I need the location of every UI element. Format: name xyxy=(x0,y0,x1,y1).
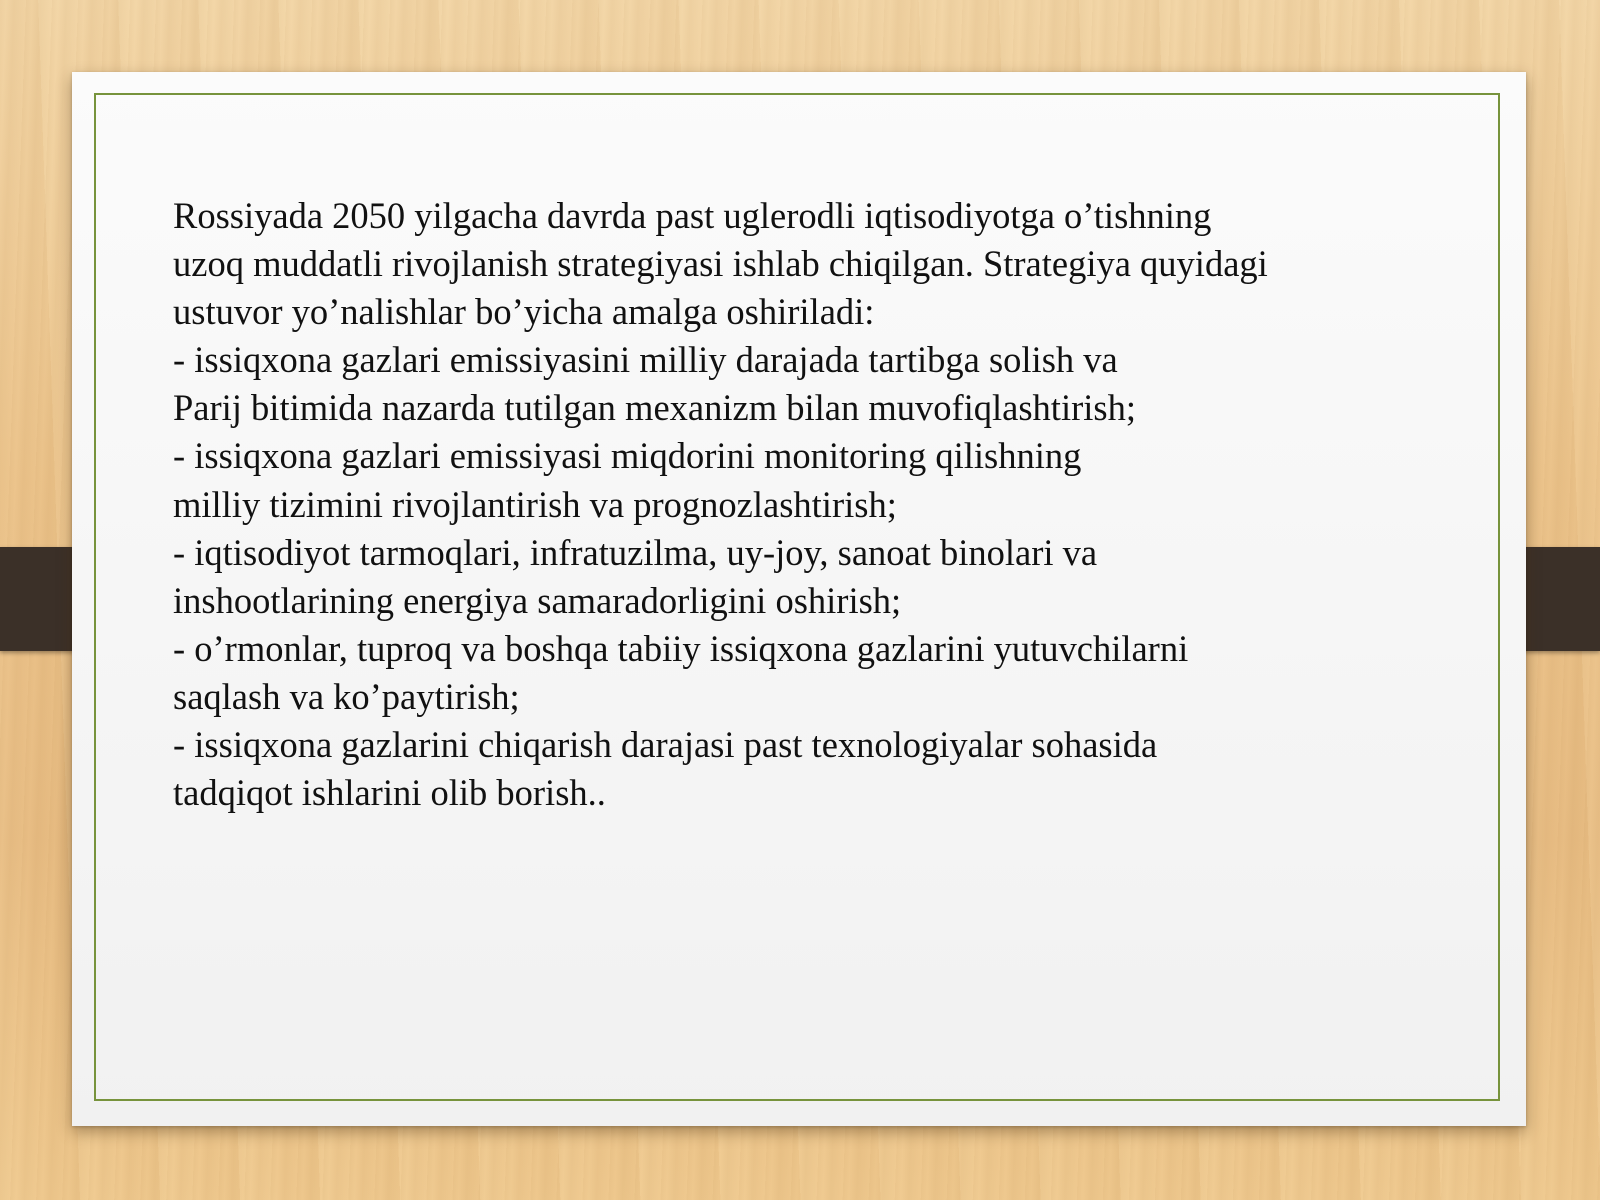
bullet-line: - issiqxona gazlari emissiyasini milliy darajada tartibga solish va xyxy=(173,339,1118,381)
text-line: tadqiqot ishlarini olib borish.. xyxy=(173,772,606,814)
slide-body-text xyxy=(173,192,1453,817)
text-line: saqlash va ko’paytirish; xyxy=(173,675,520,717)
bullet-line: - iqtisodiyot tarmoqlari, infratuzilma, uy-joy, sanoat binolari va xyxy=(173,531,1098,573)
slide-card xyxy=(72,72,1526,1126)
text-line: Rossiyada 2050 yilgacha davrda past uglerodli iqtisodiyotga o’tishning xyxy=(173,195,1212,236)
text-line: Parij bitimida nazarda tutilgan mexanizm bilan muvofiqlashtirish; xyxy=(173,387,1136,429)
text-line: ustuvor yo’nalishlar bo’yicha amalga oshiriladi: xyxy=(173,291,875,333)
text-line: uzoq muddatli rivojlanish strategiyasi ishlab chiqilgan. Strategiya quyidagi xyxy=(173,243,1268,285)
bullet-line: - issiqxona gazlarini chiqarish darajasi past texnologiyalar sohasida xyxy=(173,724,1158,766)
text-line: inshootlarining energiya samaradorligini oshirish; xyxy=(173,579,902,621)
bullet-line: - o’rmonlar, tuproq va boshqa tabiiy issiqxona gazlarini yutuvchilarni xyxy=(173,627,1189,669)
bullet-line: - issiqxona gazlari emissiyasi miqdorini monitoring qilishning xyxy=(173,435,1082,477)
text-line: milliy tizimini rivojlantirish va prognozlashtirish; xyxy=(173,483,897,525)
